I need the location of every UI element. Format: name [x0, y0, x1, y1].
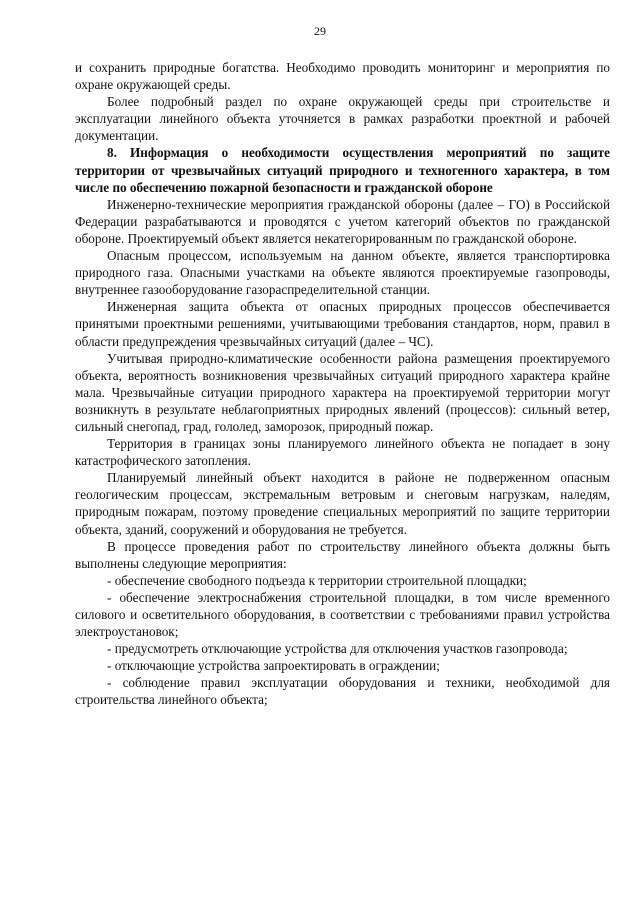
- list-item: - соблюдение правил эксплуатации оборудования и техники, необходимой для строительства линейного объекта;: [75, 675, 610, 708]
- list-item: - обеспечение электроснабжения строительной площадки, в том числе временного силового и осветительного оборудования, в соответствии с требованиями правил устройства электроустановок;: [75, 589, 610, 640]
- page-number: 29: [314, 24, 326, 38]
- paragraph-flood-zone: Территория в границах зоны планируемого линейного объекта не попадает в зону катастрофического затопления.: [75, 436, 610, 469]
- document-body: [75, 59, 610, 709]
- section-heading: 8. Информация о необходимости осуществления мероприятий по защите территории от чрезвычайных ситуаций природного и техногенного характера, в том числе по обеспечению пожарной безопасности и гражданской обороне: [75, 145, 610, 195]
- paragraph-measures-intro: В процессе проведения работ по строительству линейного объекта должны быть выполнены следующие мероприятия:: [75, 538, 610, 571]
- paragraph-natural-emergencies: Учитывая природно-климатические особенности района размещения проектируемого объекта, вероятность возникновения чрезвычайных ситуаций природного характера крайне мала. Чрезвычайные ситуации природного характера на проектируемой территории могут возникнуть в результате неблагоприятных природных явлений (процессов): сильный ветер, сильный снегопад, град, гололед, заморозок, природный пожар.: [75, 350, 610, 434]
- paragraph-geological-processes: Планируемый линейный объект находится в районе не подверженном опасным геологическим процессам, экстремальным ветровым и снеговым нагрузкам, наледям, природным пожарам, поэтому проведение специальных мероприятий по защите территории объекта, зданий, сооружений и оборудования не требуется.: [75, 470, 610, 537]
- paragraph-engineering-protection: Инженерная защита объекта от опасных природных процессов обеспечивается принятыми проектными решениями, учитывающими требования стандартов, норм, правил в области предупреждения чрезвычайных ситуаций (далее – ЧС).: [75, 299, 610, 349]
- paragraph-civil-defense: Инженерно-технические мероприятия гражданской обороны (далее – ГО) в Российской Федерации разрабатываются и проводятся с учетом категорий объектов по гражданской обороне. Проектируемый объект является некатегорированным по гражданской обороне.: [75, 196, 610, 246]
- list-item: - отключающие устройства запроектировать в ограждении;: [107, 658, 440, 674]
- list-item: - предусмотреть отключающие устройства для отключения участков газопровода;: [107, 641, 568, 657]
- paragraph-hazardous-process: Опасным процессом, используемым на данном объекте, является транспортировка природного газа. Опасными участками на объекте являются проектируемые газопроводы, внутреннее газооборудование газораспределительной станции.: [75, 248, 610, 298]
- paragraph-continuation: и сохранить природные богатства. Необходимо проводить мониторинг и мероприятия по охране окружающей среды.: [75, 60, 610, 93]
- paragraph-environment-note: Более подробный раздел по охране окружающей среды при строительстве и эксплуатации линейного объекта уточняется в рамках разработки проектной и рабочей документации.: [75, 94, 610, 144]
- list-item: - обеспечение свободного подъезда к территории строительной площадки;: [107, 572, 527, 588]
